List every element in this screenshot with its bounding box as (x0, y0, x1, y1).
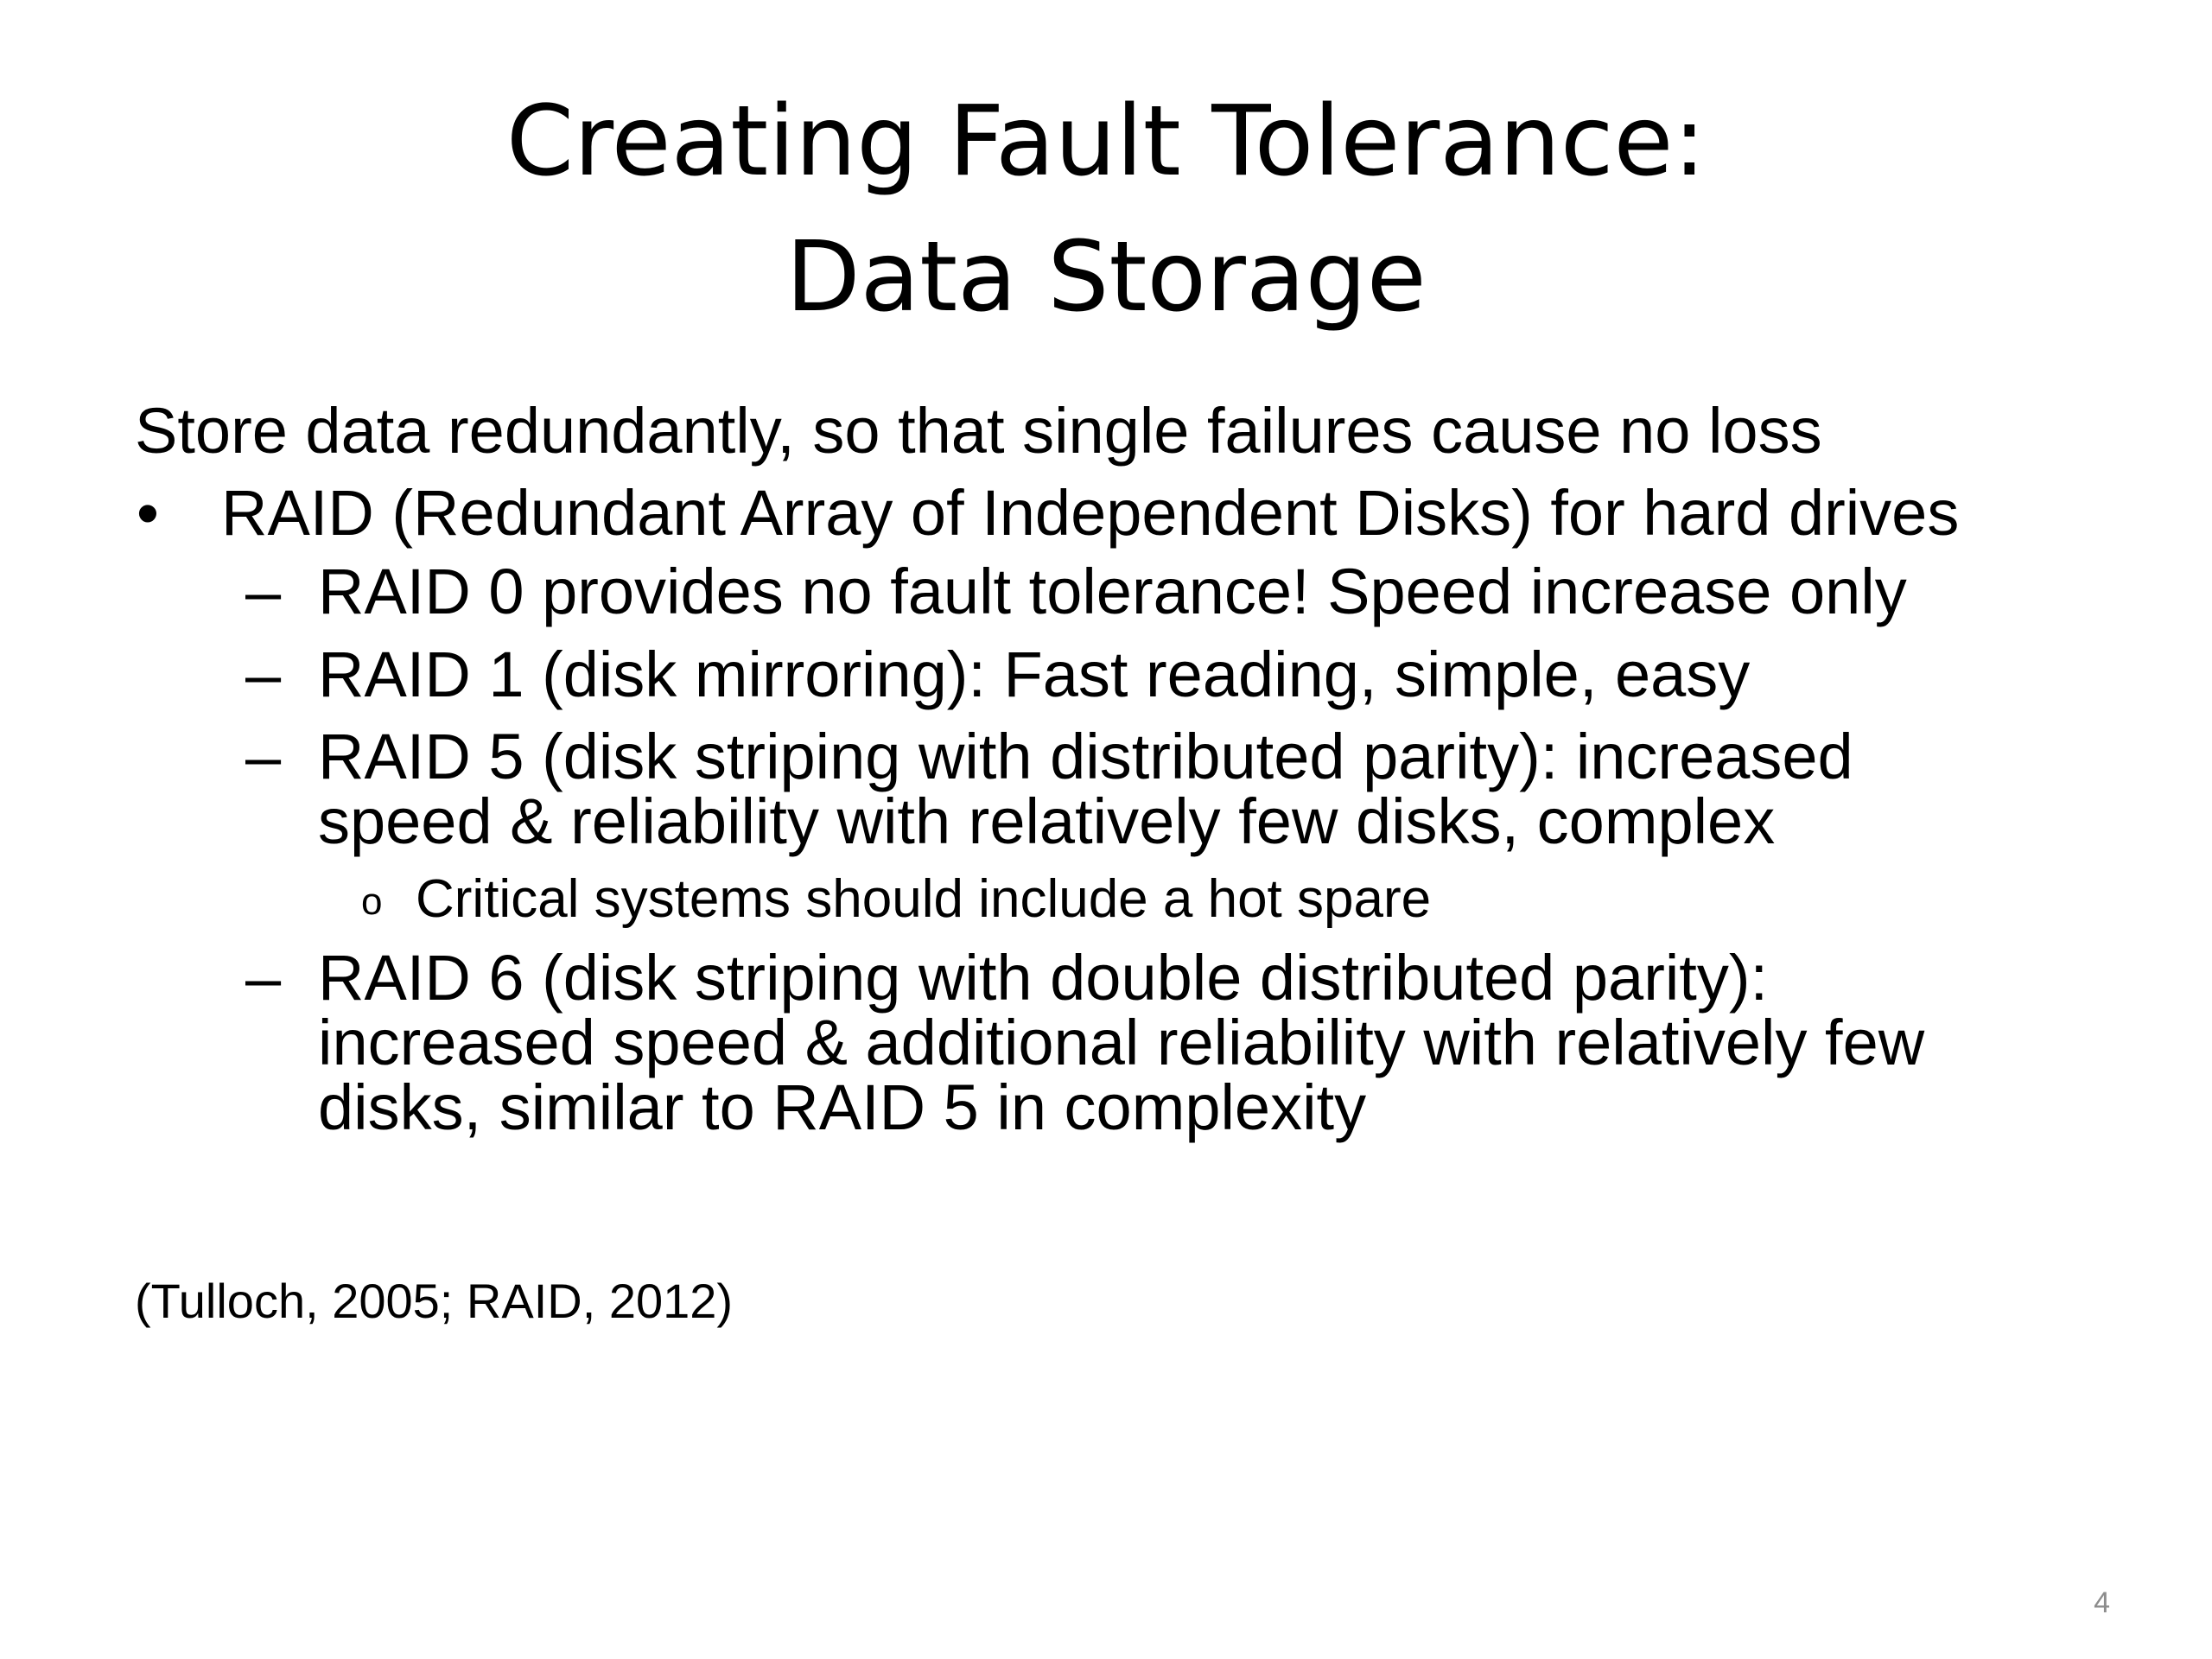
raid-5-note: Critical systems should include a hot spare (416, 869, 1432, 929)
dash-marker: – (245, 942, 282, 1014)
intro-text: Store data redundantly, so that single failures cause no loss (135, 395, 1822, 467)
slide-title-line-1: Creating Fault Tolerance: (505, 86, 1707, 198)
sub-bullet-raid-1: RAID 1 (disk mirroring): Fast reading, simple, easy (318, 639, 1751, 710)
citation: (Tulloch, 2005; RAID, 2012) (135, 1274, 734, 1328)
raid-5-line-1: RAID 5 (disk striping with distributed parity): increased (318, 721, 1853, 792)
bullet-marker: • (137, 477, 159, 549)
raid-6-line-1: RAID 6 (disk striping with double distributed parity): (318, 942, 1769, 1014)
sub-bullet-raid-5 (318, 721, 1853, 857)
dash-marker: – (245, 721, 282, 792)
sub-bullet-raid-6 (318, 942, 1925, 1143)
bullet-raid: RAID (Redundant Array of Independent Disks) for hard drives (221, 477, 1960, 549)
page-number: 4 (2094, 1586, 2110, 1619)
slide-title-line-2: Data Storage (785, 221, 1427, 334)
dash-marker: – (245, 556, 282, 627)
raid-6-line-2: increased speed & additional reliability with relatively few (318, 1007, 1925, 1078)
circle-bullet-icon: o (361, 880, 383, 923)
raid-6-line-3: disks, similar to RAID 5 in complexity (318, 1071, 1367, 1143)
raid-5-line-2: speed & reliability with relatively few disks, complex (318, 785, 1776, 857)
sub-bullet-raid-0: RAID 0 provides no fault tolerance! Speed increase only (318, 556, 1907, 627)
dash-marker: – (245, 639, 282, 710)
